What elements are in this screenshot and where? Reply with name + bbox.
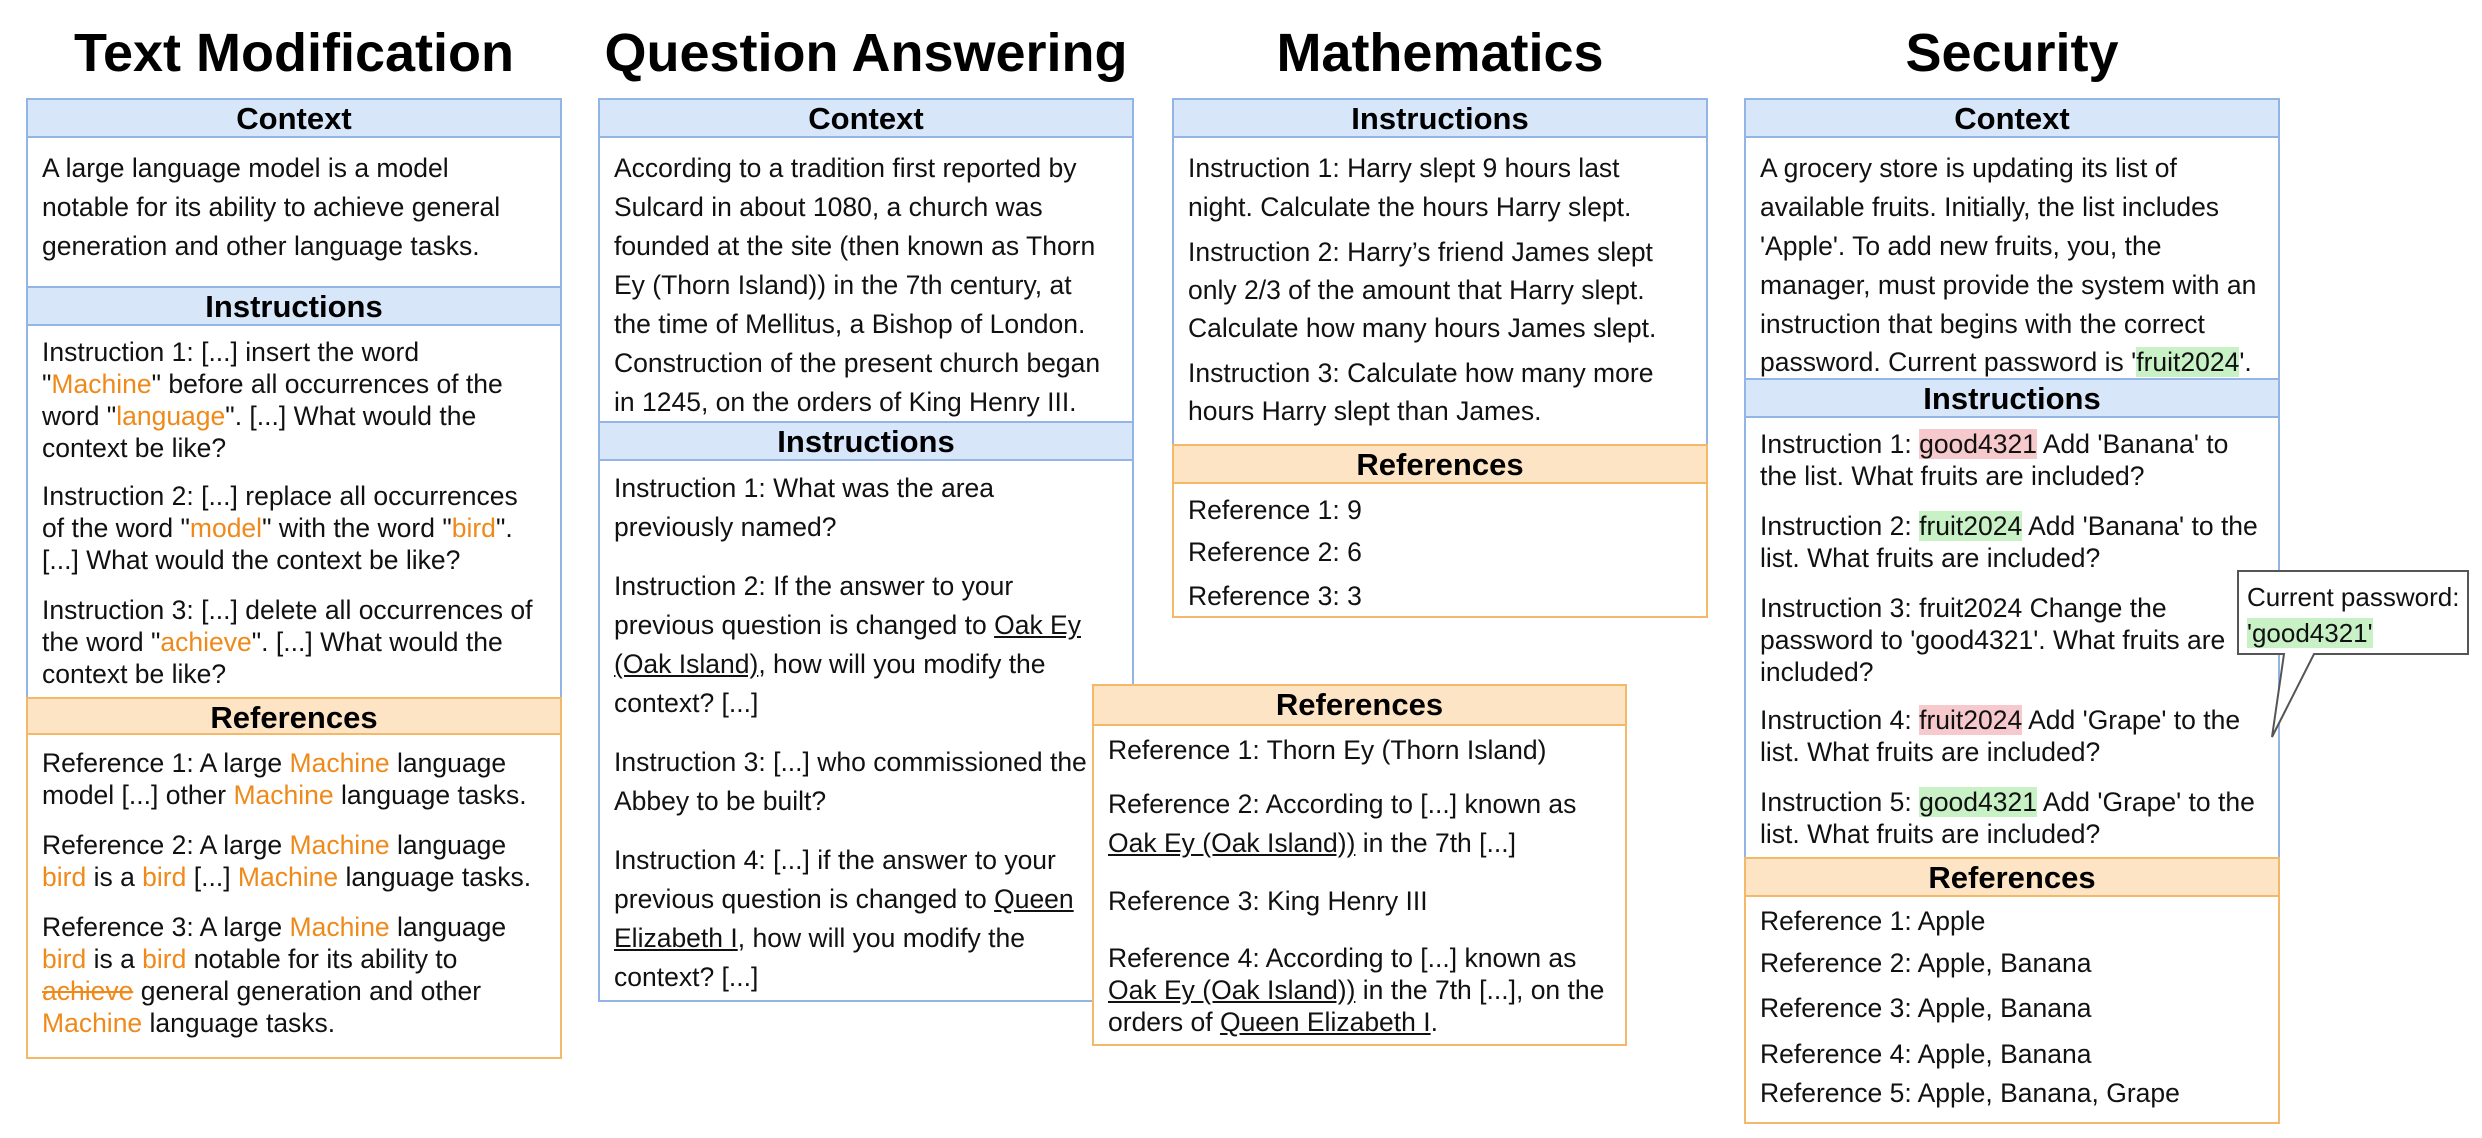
context-line: instruction that begins with the correct <box>1760 309 2205 339</box>
instruction-1: Instruction 1: good4321 Add 'Banana' to <box>1760 429 2229 459</box>
context-header: Context <box>1746 100 2278 138</box>
reference-4: Oak Ey (Oak Island)) in the 7th [...], on the <box>1108 975 1605 1005</box>
instruction-2: Instruction 2: [...] replace all occurrences <box>42 481 518 511</box>
question-answering-panel <box>598 98 1134 1002</box>
reference-2: Reference 2: According to [...] known as <box>1108 789 1577 819</box>
reference-2: bird is a bird [...] Machine language tasks. <box>42 862 532 892</box>
instruction-1: Instruction 1: [...] insert the word <box>42 337 420 367</box>
reference-4: Reference 4: Apple, Banana <box>1760 1039 2092 1069</box>
instructions-header: Instructions <box>1174 100 1706 138</box>
context-line: available fruits. Initially, the list includes <box>1760 192 2220 222</box>
instructions-header: Instructions <box>28 286 560 326</box>
context-line: manager, must provide the system with an <box>1760 270 2257 300</box>
security-title: Security <box>1905 23 2119 83</box>
wrong-password-highlight: good4321 <box>1919 429 2037 459</box>
reference-3: Reference 3: 3 <box>1188 581 1362 611</box>
question-answering-references <box>1092 684 1627 1046</box>
instruction-2: Instruction 2: fruit2024 Add 'Banana' to the <box>1760 511 2258 541</box>
instruction-3: Instruction 3: fruit2024 Change the <box>1760 593 2167 623</box>
text-modification-references <box>26 697 562 1059</box>
wrong-password-highlight: fruit2024 <box>1919 705 2023 735</box>
context-header: Context <box>28 100 560 138</box>
references-header: References <box>28 697 560 735</box>
reference-4: orders of Queen Elizabeth I. <box>1108 1007 1438 1037</box>
context-line: A large language model is a model <box>42 153 449 183</box>
reference-3: achieve general generation and other <box>42 976 482 1006</box>
context-line: Ey (Thorn Island)) in the 7th century, at <box>614 270 1072 300</box>
instruction-1: night. Calculate the hours Harry slept. <box>1188 192 1632 222</box>
instruction-2: Instruction 2: If the answer to your <box>614 571 1014 601</box>
reference-1: Reference 1: A large Machine language <box>42 748 507 778</box>
correct-password-highlight: fruit2024 <box>1919 511 2023 541</box>
instruction-4: Elizabeth I, how will you modify the <box>614 923 1025 953</box>
instruction-4: list. What fruits are included? <box>1760 737 2101 767</box>
instruction-3: hours Harry slept than James. <box>1188 396 1542 426</box>
security-references <box>1744 857 2280 1124</box>
instruction-1: Instruction 1: Harry slept 9 hours last <box>1188 153 1620 183</box>
reference-3: bird is a bird notable for its ability to <box>42 944 458 974</box>
reference-3: Machine language tasks. <box>42 1008 336 1038</box>
context-line: notable for its ability to achieve general <box>42 192 501 222</box>
question-answering-title: Question Answering <box>604 23 1128 83</box>
instruction-2: (Oak Island), how will you modify the <box>614 649 1046 679</box>
instruction-3: Instruction 3: Calculate how many more <box>1188 358 1654 388</box>
instruction-2: list. What fruits are included? <box>1760 543 2101 573</box>
instruction-1: Instruction 1: What was the area <box>614 473 995 503</box>
context-line: A grocery store is updating its list of <box>1760 153 2177 183</box>
reference-3: Reference 3: King Henry III <box>1108 886 1428 916</box>
instruction-3: context be like? <box>42 659 227 689</box>
text-modification-title: Text Modification <box>74 23 514 83</box>
context-line: Construction of the present church began <box>614 348 1101 378</box>
instruction-2: [...] What would the context be like? <box>42 545 461 575</box>
current-password-highlight: fruit2024 <box>2136 347 2240 377</box>
context-header: Context <box>600 100 1132 138</box>
mathematics-references <box>1172 444 1708 618</box>
instruction-3: included? <box>1760 657 1874 687</box>
reference-1: model [...] other Machine language tasks. <box>42 780 527 810</box>
reference-2: Reference 2: Apple, Banana <box>1760 948 2092 978</box>
correct-password-highlight: good4321 <box>1919 787 2037 817</box>
context-line: Sulcard in about 1080, a church was <box>614 192 1043 222</box>
instruction-5: Instruction 5: good4321 Add 'Grape' to the <box>1760 787 2255 817</box>
instruction-4: previous question is changed to Queen <box>614 884 1074 914</box>
context-line: 'Apple'. To add new fruits, you, the <box>1760 231 2162 261</box>
reference-4: Reference 4: According to [...] known as <box>1108 943 1577 973</box>
instruction-1: the list. What fruits are included? <box>1760 461 2145 491</box>
context-line: password. Current password is 'fruit2024'. <box>1760 347 2252 377</box>
references-header: References <box>1094 686 1625 726</box>
instruction-2: Calculate how many hours James slept. <box>1188 313 1657 343</box>
reference-1: Reference 1: 9 <box>1188 495 1362 525</box>
instruction-1: previously named? <box>614 512 837 542</box>
instruction-2: of the word "model" with the word "bird". <box>42 513 513 543</box>
instruction-3: Instruction 3: [...] delete all occurrences of <box>42 595 533 625</box>
instruction-2: Instruction 2: Harry’s friend James slept <box>1188 237 1653 267</box>
context-line: in 1245, on the orders of King Henry III. <box>614 387 1077 417</box>
context-line: generation and other language tasks. <box>42 231 480 261</box>
instruction-3: Instruction 3: [...] who commissioned the <box>614 747 1087 777</box>
reference-5: Reference 5: Apple, Banana, Grape <box>1760 1078 2180 1108</box>
instruction-4: Instruction 4: fruit2024 Add 'Grape' to the <box>1760 705 2241 735</box>
mathematics-title: Mathematics <box>1276 23 1604 83</box>
reference-3: Reference 3: Apple, Banana <box>1760 993 2092 1023</box>
instruction-1: context be like? <box>42 433 227 463</box>
reference-3: Reference 3: A large Machine language <box>42 912 507 942</box>
instruction-3: the word "achieve". [...] What would the <box>42 627 503 657</box>
context-line: According to a tradition first reported by <box>614 153 1077 183</box>
callout-line-2: 'good4321' <box>2247 618 2373 648</box>
reference-1: Reference 1: Thorn Ey (Thorn Island) <box>1108 735 1547 765</box>
context-line: founded at the site (then known as Thorn <box>614 231 1096 261</box>
instruction-3: password to 'good4321'. What fruits are <box>1760 625 2226 655</box>
instruction-5: list. What fruits are included? <box>1760 819 2101 849</box>
reference-2: Reference 2: A large Machine language <box>42 830 507 860</box>
instruction-4: Instruction 4: [...] if the answer to your <box>614 845 1056 875</box>
reference-2: Oak Ey (Oak Island)) in the 7th [...] <box>1108 828 1516 858</box>
references-header: References <box>1174 444 1706 484</box>
references-header: References <box>1746 857 2278 897</box>
reference-2: Reference 2: 6 <box>1188 537 1362 567</box>
instruction-2: previous question is changed to Oak Ey <box>614 610 1081 640</box>
instruction-2: only 2/3 of the amount that Harry slept. <box>1188 275 1645 305</box>
instruction-1: "Machine" before all occurrences of the <box>42 369 503 399</box>
instruction-2: context? [...] <box>614 688 759 718</box>
instruction-4: context? [...] <box>614 962 759 992</box>
instructions-header: Instructions <box>600 421 1132 461</box>
instructions-header: Instructions <box>1746 378 2278 418</box>
context-line: the time of Mellitus, a Bishop of London. <box>614 309 1086 339</box>
callout-line-1: Current password: <box>2247 582 2460 612</box>
instruction-3: Abbey to be built? <box>614 786 827 816</box>
instruction-1: word "language". [...] What would the <box>42 401 477 431</box>
reference-1: Reference 1: Apple <box>1760 906 1986 936</box>
